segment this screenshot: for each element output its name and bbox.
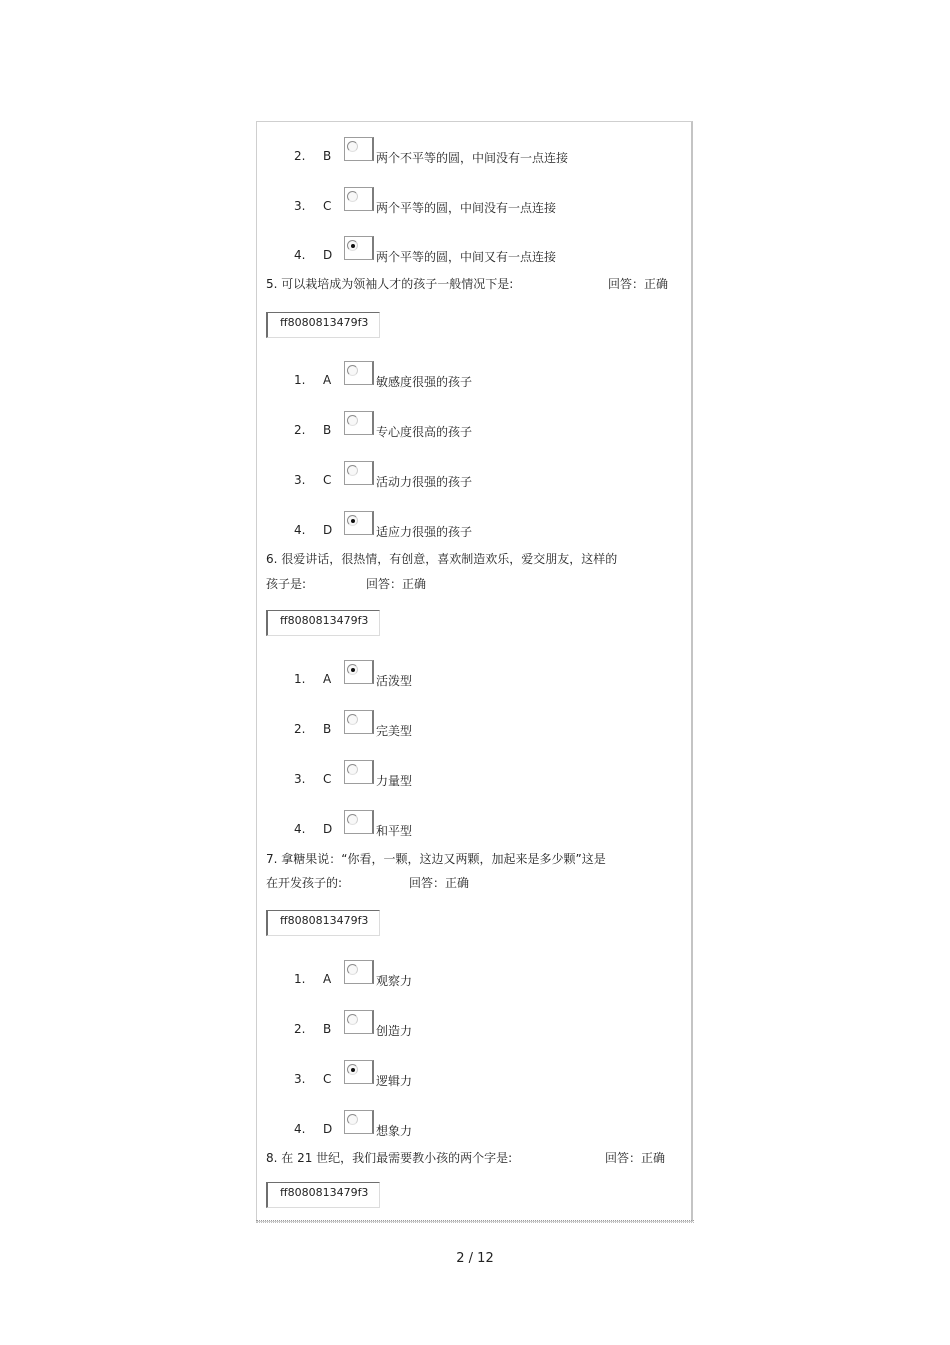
question-6-title-line2: 孩子是: bbox=[266, 577, 307, 591]
q5-option-d[interactable] bbox=[294, 511, 654, 537]
question-6-title-line1: 6. 很爱讲话，很热情，有创意，喜欢制造欢乐，爱交朋友，这样的 bbox=[266, 552, 618, 566]
radio-button-selected[interactable] bbox=[347, 240, 358, 251]
q6-option-b[interactable] bbox=[294, 710, 654, 736]
option-letter: D bbox=[323, 248, 333, 262]
option-text: 逻辑力 bbox=[376, 1074, 413, 1088]
option-text: 创造力 bbox=[376, 1024, 413, 1038]
option-number: 3. bbox=[294, 199, 306, 213]
radio-frame[interactable] bbox=[344, 1110, 374, 1134]
option-text: 适应力很强的孩子 bbox=[376, 525, 473, 539]
option-number: 1. bbox=[294, 373, 306, 387]
question-8-title: 8. 在 21 世纪，我们最需要教小孩的两个字是: bbox=[266, 1151, 513, 1165]
option-text: 两个平等的圆，中间没有一点连接 bbox=[376, 201, 557, 215]
q7-option-b[interactable] bbox=[294, 1010, 654, 1036]
option-letter: C bbox=[323, 199, 332, 213]
option-number: 4. bbox=[294, 822, 306, 836]
option-text: 活动力很强的孩子 bbox=[376, 475, 473, 489]
radio-frame[interactable] bbox=[344, 1060, 374, 1084]
option-letter: C bbox=[323, 473, 332, 487]
q5-option-b[interactable] bbox=[294, 411, 654, 437]
option-text: 完美型 bbox=[376, 724, 413, 738]
option-number: 1. bbox=[294, 972, 306, 986]
q4-option-c[interactable] bbox=[294, 187, 654, 213]
radio-frame[interactable] bbox=[344, 411, 374, 435]
option-number: 3. bbox=[294, 772, 306, 786]
option-number: 3. bbox=[294, 1072, 306, 1086]
radio-frame[interactable] bbox=[344, 137, 374, 161]
question-6-code-field[interactable]: ff8080813479f3 bbox=[266, 610, 380, 636]
option-letter: D bbox=[323, 523, 333, 537]
option-text: 两个不平等的圆，中间没有一点连接 bbox=[376, 151, 569, 165]
option-number: 4. bbox=[294, 523, 306, 537]
option-number: 2. bbox=[294, 722, 306, 736]
radio-button[interactable] bbox=[347, 1014, 358, 1025]
q7-option-a[interactable] bbox=[294, 960, 654, 986]
option-text: 敏感度很强的孩子 bbox=[376, 375, 473, 389]
radio-frame[interactable] bbox=[344, 1010, 374, 1034]
radio-button[interactable] bbox=[347, 964, 358, 975]
option-letter: C bbox=[323, 772, 332, 786]
option-letter: B bbox=[323, 423, 332, 437]
question-7-code-field[interactable]: ff8080813479f3 bbox=[266, 910, 380, 936]
option-number: 1. bbox=[294, 672, 306, 686]
question-8-code-field[interactable]: ff8080813479f3 bbox=[266, 1182, 380, 1208]
option-letter: B bbox=[323, 722, 332, 736]
option-letter: D bbox=[323, 1122, 333, 1136]
radio-frame[interactable] bbox=[344, 710, 374, 734]
radio-frame[interactable] bbox=[344, 361, 374, 385]
radio-button-selected[interactable] bbox=[347, 664, 358, 675]
q6-option-d[interactable] bbox=[294, 810, 654, 836]
question-5-answer-status: 回答：正确 bbox=[608, 277, 669, 291]
radio-button-selected[interactable] bbox=[347, 1064, 358, 1075]
q6-option-c[interactable] bbox=[294, 760, 654, 786]
question-7-answer-status: 回答：正确 bbox=[409, 876, 470, 890]
radio-button[interactable] bbox=[347, 141, 358, 152]
radio-frame[interactable] bbox=[344, 236, 374, 260]
option-text: 力量型 bbox=[376, 774, 413, 788]
option-number: 2. bbox=[294, 423, 306, 437]
radio-frame[interactable] bbox=[344, 960, 374, 984]
q7-option-d[interactable] bbox=[294, 1110, 654, 1136]
option-letter: A bbox=[323, 672, 332, 686]
q7-option-c[interactable] bbox=[294, 1060, 654, 1086]
radio-button[interactable] bbox=[347, 1114, 358, 1125]
q6-option-a[interactable] bbox=[294, 660, 654, 686]
radio-button[interactable] bbox=[347, 764, 358, 775]
option-number: 4. bbox=[294, 248, 306, 262]
radio-frame[interactable] bbox=[344, 511, 374, 535]
option-text: 和平型 bbox=[376, 824, 413, 838]
question-5-title: 5. 可以栽培成为领袖人才的孩子一般情况下是: bbox=[266, 277, 514, 291]
question-7-title-line1: 7. 拿糖果说：“你看，一颗，这边又两颗，加起来是多少颗”这是 bbox=[266, 852, 606, 866]
radio-button[interactable] bbox=[347, 415, 358, 426]
radio-frame[interactable] bbox=[344, 461, 374, 485]
option-letter: D bbox=[323, 822, 333, 836]
radio-button[interactable] bbox=[347, 191, 358, 202]
radio-frame[interactable] bbox=[344, 760, 374, 784]
option-letter: B bbox=[323, 149, 332, 163]
option-number: 3. bbox=[294, 473, 306, 487]
question-5-code-field[interactable]: ff8080813479f3 bbox=[266, 312, 380, 338]
question-6-answer-status: 回答：正确 bbox=[366, 577, 427, 591]
option-letter: B bbox=[323, 1022, 332, 1036]
radio-button[interactable] bbox=[347, 365, 358, 376]
option-letter: C bbox=[323, 1072, 332, 1086]
option-text: 观察力 bbox=[376, 974, 413, 988]
panel-bottom-border bbox=[256, 1220, 694, 1223]
option-text: 两个平等的圆，中间又有一点连接 bbox=[376, 250, 557, 264]
radio-frame[interactable] bbox=[344, 660, 374, 684]
radio-button[interactable] bbox=[347, 714, 358, 725]
option-text: 活泼型 bbox=[376, 674, 413, 688]
question-7-title-line2: 在开发孩子的: bbox=[266, 876, 343, 890]
option-number: 4. bbox=[294, 1122, 306, 1136]
radio-frame[interactable] bbox=[344, 187, 374, 211]
question-8-answer-status: 回答：正确 bbox=[605, 1151, 666, 1165]
radio-frame[interactable] bbox=[344, 810, 374, 834]
option-text: 专心度很高的孩子 bbox=[376, 425, 473, 439]
radio-button[interactable] bbox=[347, 814, 358, 825]
option-number: 2. bbox=[294, 1022, 306, 1036]
radio-button-selected[interactable] bbox=[347, 515, 358, 526]
q5-option-c[interactable] bbox=[294, 461, 654, 487]
option-number: 2. bbox=[294, 149, 306, 163]
q4-option-b[interactable] bbox=[294, 137, 654, 163]
option-text: 想象力 bbox=[376, 1124, 413, 1138]
q4-option-d[interactable] bbox=[294, 236, 654, 262]
option-letter: A bbox=[323, 373, 332, 387]
q5-option-a[interactable] bbox=[294, 361, 654, 387]
page-indicator: 2 / 12 bbox=[456, 1251, 494, 1266]
option-letter: A bbox=[323, 972, 332, 986]
radio-button[interactable] bbox=[347, 465, 358, 476]
